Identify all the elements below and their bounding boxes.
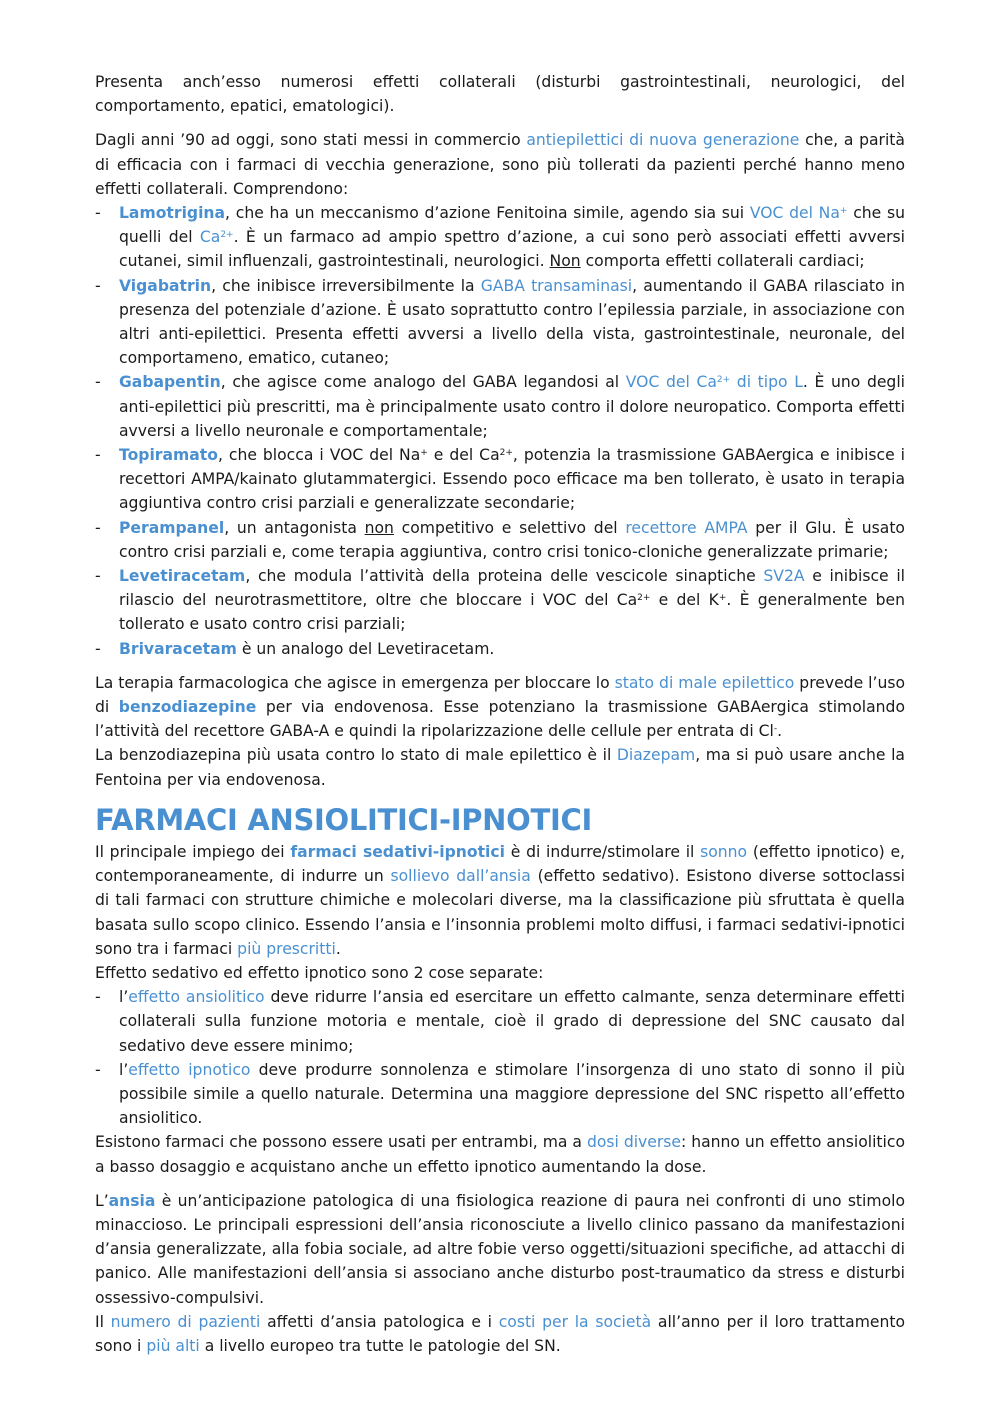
paragraph-patients: Il numero di pazienti affetti d’ansia patologica e i costi per la società all’anno per il loro trattamento sono i più alti a livello europeo tra tutte le patologie del SN. [95, 1312, 906, 1355]
drug-name: Topiramato [119, 446, 218, 465]
effects-list [95, 985, 905, 1130]
paragraph-side-effects: Presenta anch’esso numerosi effetti collaterali (disturbi gastrointestinali, neurologici, del comportamento, epatici, ematologici). [95, 73, 905, 116]
paragraph-anxiety: L’ansia è un’anticipazione patologica di una fisiologica reazione di paura nei confronti di uno stimolo minaccioso. Le principali espressioni dell’ansia riconosciute a livello clinico passano da manifestazioni d’ansia generalizzate, alla fobia sociale, ad altre fobie verso oggetti/situazioni specifiche, ad attacchi di panico. Alle manifestazioni dell’ansia si associano anche disturbo post-traumatico da stress e disturbi ossessivo-compulsivi. [95, 1191, 905, 1307]
list-item-gabapentin: - Gabapentin, che agisce come analogo del GABA legandosi al VOC del $Ca^{2+}$ di tipo L. È uno degli anti-epilettici più prescritti, ma è principalmente usato contro il dolore neuropatico. Comporta effetti avversi a livello neuronale e comportamentale; [95, 373, 905, 440]
paragraph-doses: Esistono farmaci che possono essere usati per entrambi, ma a dosi diverse: hanno un effetto ansiolitico a basso dosaggio e acquistano anche un effetto ipnotico aumentando la dose. [95, 1133, 905, 1176]
list-item-levetiracetam: - Levetiracetam, che modula l’attività della proteina delle vescicole sinaptiche SV2A e inibisce il rilascio del neurotrasmettitore, oltre che bloccare i VOC del $Ca^{2+}$ e del K+. È generalmente ben tollerato e usato contro crisi parziali; [95, 567, 906, 634]
drug-name: Lamotrigina [119, 204, 226, 223]
paragraph-diazepam: La benzodiazepina più usata contro lo stato di male epilettico è il Diazepam, ma si può usare anche la Fentoina per via endovenosa. [95, 746, 905, 789]
highlight-new-generation: antiepilettici di nuova generazione [526, 131, 800, 150]
paragraph-status-epilepticus: La terapia farmacologica che agisce in emergenza per bloccare lo stato di male epilettico prevede l’uso di benzodiazepine per via endovenosa. Esse potenziano la trasmissione GABAergica stimolando l’attività del recettore GABA-A e quindi la ripolarizzazione delle cellule per entrata di Cl-. [95, 673, 905, 741]
drug-name: Brivaracetam [119, 639, 237, 658]
section-heading: FARMACI ANSIOLITICI-IPNOTICI [95, 802, 592, 837]
document-page [95, 70, 905, 1358]
drug-name: Gabapentin [119, 373, 221, 392]
list-item-ipnotico: - l’effetto ipnotico deve produrre sonnolenza e stimolare l’insorgenza di uno stato di sonno il più possibile simile a quello naturale. Determina una maggiore depressione del SNC rispetto all’effetto ansiolitico. [95, 1060, 906, 1128]
list-item-vigabatrin: - Vigabatrin, che inibisce irreversibilmente la GABA transaminasi, aumentando il GABA rilasciato in presenza del potenziale d’azione. È usato soprattutto contro l’epilessia parziale, in associazione con altri anti-epilettici. Presenta effetti avversi a livello della vista, gastrointestinale, neuronale, del comportameno, ematico, cutaneo; [95, 276, 905, 368]
drug-name: Perampanel [119, 518, 225, 537]
list-item-ansiolitico: - l’effetto ansiolitico deve ridurre l’ansia ed esercitare un effetto calmante, senza determinare effetti collaterali sulla funzione motoria e mentale, cioè il grado di depressione del SNC causato dal sedativo deve essere minimo; [95, 988, 905, 1055]
list-item-topiramato: - Topiramato, che blocca i VOC del Na+ e del $Ca^{2+}$, potenzia la trasmissione GABAergica e inibisce i recettori AMPA/kainato glutammatergici. Essendo poco efficace ma ben tollerato, è usato in terapia aggiuntiva contro crisi parziali e generalizzate secondarie; [95, 446, 906, 513]
list-item-brivaracetam: - Brivaracetam è un analogo del Levetiracetam. [95, 639, 495, 658]
list-item-perampanel: - Perampanel, un antagonista non competitivo e selettivo del recettore AMPA per il Glu. È usato contro crisi parziali e, come terapia aggiuntiva, contro crisi tonico-cloniche generalizzate primarie; [95, 518, 905, 561]
drug-name: Vigabatrin [119, 276, 212, 295]
paragraph-sedative-hypnotic: Il principale impiego dei farmaci sedativi-ipnotici è di indurre/stimolare il sonno (effetto ipnotico) e, contemporaneamente, di indurre un sollievo dall’ansia (effetto sedativo). Esistono diverse sottoclassi di tali farmaci con strutture chimiche e molecolari diverse, ma la classificazione più sfruttata è quella basata sullo scopo clinico. Essendo l’ansia e l’insonnia problemi molto diffusi, i farmaci sedativi-ipnotici sono tra i farmaci più prescritti. [95, 842, 905, 958]
paragraph-new-generation: Dagli anni ’90 ad oggi, sono stati messi in commercio antiepilettici di nuova generazione che, a parità di efficacia con i farmaci di vecchia generazione, sono più tollerati da pazienti perché hanno meno effetti collaterali. Comprendono: [95, 131, 905, 198]
paragraph-effects-intro: Effetto sedativo ed effetto ipnotico sono 2 cose separate: [95, 963, 544, 982]
antiepileptic-list [95, 201, 905, 661]
drug-name: Levetiracetam [119, 567, 246, 586]
list-item-lamotrigina: - Lamotrigina, che ha un meccanismo d’azione Fenitoina simile, agendo sia sui VOC del Na+ che su quelli del $Ca^{2+}$. È un farmaco ad ampio spettro d’azione, a cui sono però associati effetti avversi cutanei, simil influenzali, gastrointestinali, neurologici. Non comporta effetti collaterali cardiaci; [95, 204, 905, 271]
